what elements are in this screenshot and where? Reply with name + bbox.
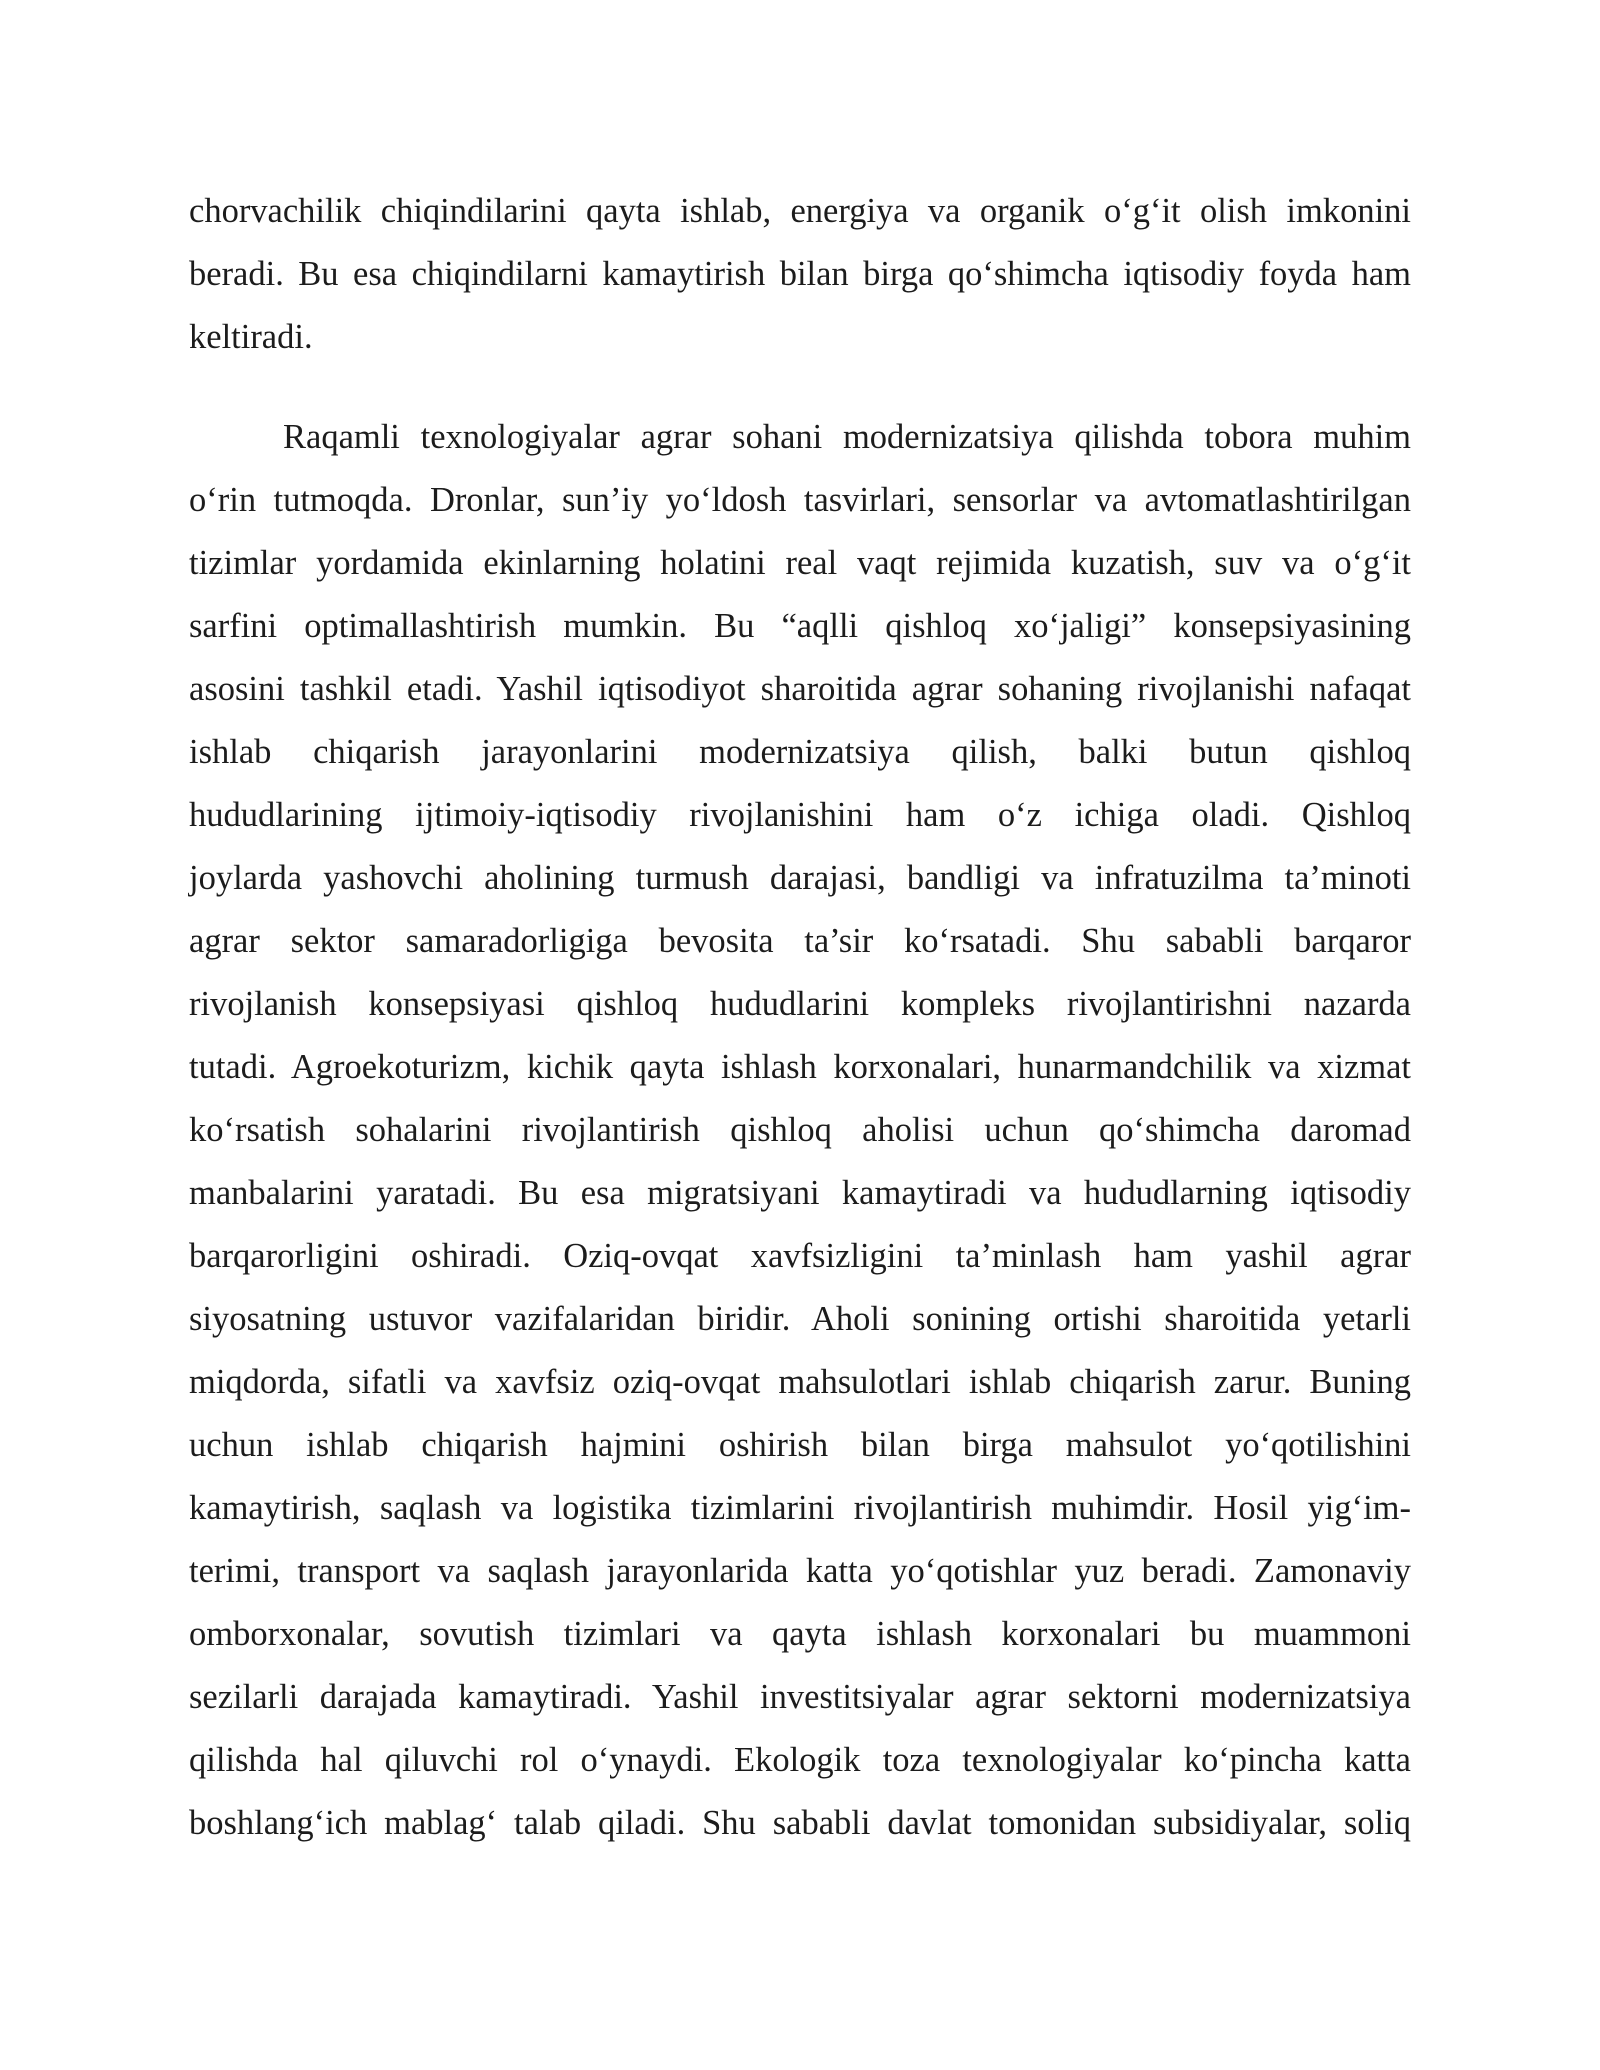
text-line: sezilarli darajada kamaytiradi. Yashil investitsiyalar agrar sektorni modernizatsiya [189,1678,1411,1716]
text-line: keltiradi. [189,318,313,356]
text-line: ishlab chiqarish jarayonlarini modernizatsiya qilish, balki butun qishloq [189,733,1411,771]
text-line: omborxonalar, sovutish tizimlari va qayta ishlash korxonalari bu muammoni [189,1615,1411,1653]
text-line: terimi, transport va saqlash jarayonlarida katta yo‘qotishlar yuz beradi. Zamonaviy [189,1552,1411,1590]
paragraph-main [189,406,1411,1855]
text-line: tutadi. Agroekoturizm, kichik qayta ishlash korxonalari, hunarmandchilik va xizmat [189,1048,1411,1086]
text-line: kamaytirish, saqlash va logistika tizimlarini rivojlantirish muhimdir. Hosil yig‘im- [189,1489,1411,1527]
text-line: rivojlanish konsepsiyasi qishloq hududlarini kompleks rivojlantirishni nazarda [189,985,1411,1023]
text-line: ko‘rsatish sohalarini rivojlantirish qishloq aholisi uchun qo‘shimcha daromad [189,1111,1411,1149]
text-line: agrar sektor samaradorligiga bevosita ta’sir ko‘rsatadi. Shu sababli barqaror [189,922,1411,960]
text-line: hududlarining ijtimoiy-iqtisodiy rivojlanishini ham o‘z ichiga oladi. Qishloq [189,796,1411,834]
text-line: Raqamli texnologiyalar agrar sohani modernizatsiya qilishda tobora muhim [283,418,1411,456]
text-line: beradi. Bu esa chiqindilarni kamaytirish bilan birga qo‘shimcha iqtisodiy foyda ham [189,255,1411,293]
text-line: boshlang‘ich mablag‘ talab qiladi. Shu sababli davlat tomonidan subsidiyalar, soliq [189,1804,1411,1842]
text-line: barqarorligini oshiradi. Oziq-ovqat xavfsizligini ta’minlash ham yashil agrar [189,1237,1411,1275]
text-line: sarfini optimallashtirish mumkin. Bu “aqlli qishloq xo‘jaligi” konsepsiyasining [189,607,1411,645]
text-line: miqdorda, sifatli va xavfsiz oziq-ovqat mahsulotlari ishlab chiqarish zarur. Buning [189,1363,1411,1401]
text-line: qilishda hal qiluvchi rol o‘ynaydi. Ekologik toza texnologiyalar ko‘pincha katta [189,1741,1411,1779]
text-line: asosini tashkil etadi. Yashil iqtisodiyot sharoitida agrar sohaning rivojlanishi nafaqat [189,670,1411,708]
text-line: joylarda yashovchi aholining turmush darajasi, bandligi va infratuzilma ta’minoti [189,859,1411,897]
text-line: tizimlar yordamida ekinlarning holatini real vaqt rejimida kuzatish, suv va o‘g‘it [189,544,1411,582]
text-line: siyosatning ustuvor vazifalaridan biridir. Aholi sonining ortishi sharoitida yetarli [189,1300,1411,1338]
text-line: uchun ishlab chiqarish hajmini oshirish bilan birga mahsulot yo‘qotilishini [189,1426,1411,1464]
text-line: o‘rin tutmoqda. Dronlar, sun’iy yo‘ldosh tasvirlari, sensorlar va avtomatlashtirilgan [189,481,1411,519]
text-line: manbalarini yaratadi. Bu esa migratsiyani kamaytiradi va hududlarning iqtisodiy [189,1174,1411,1212]
paragraph-continuation [189,180,1411,369]
text-line: chorvachilik chiqindilarini qayta ishlab, energiya va organik o‘g‘it olish imkonini [189,192,1411,230]
